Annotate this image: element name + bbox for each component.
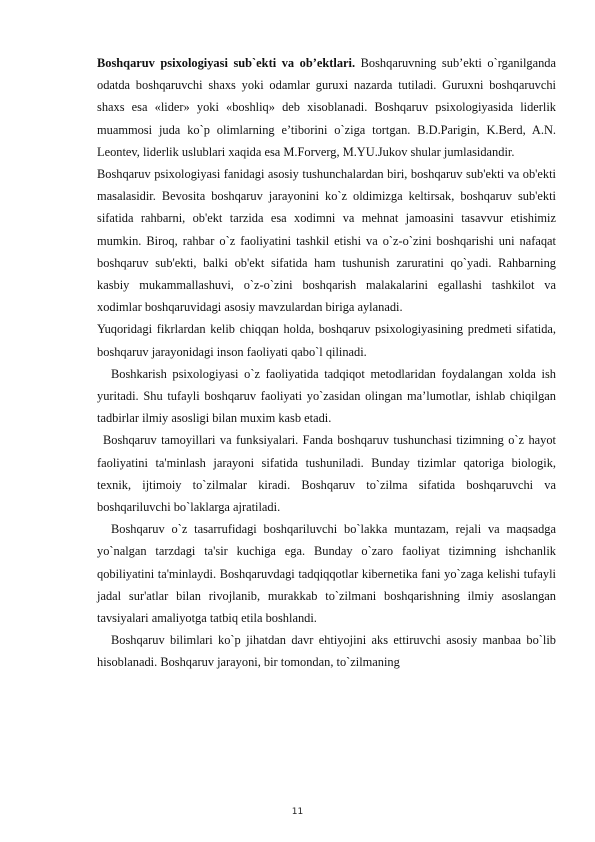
paragraph-research-methods [97,363,556,430]
section-heading: Boshqaruv psixologiyasi sub`ekti va ob’ektlari. [97,56,356,70]
paragraph-management-knowledge [97,629,556,673]
paragraph-core-concepts [97,163,556,318]
paragraph-text: Boshkarish psixologiyasi o`z faoliyatida tadqiqot metodlaridan foydalangan xolda ish yuritadi. Shu tufayli boshqaruv faoliyati yo`zasidan olingan ma’lumotlar, ishlab chiqilgan tadbirlar ilmiy asosligi bilan muxim kasb etadi. [97,366,556,426]
paragraph-text: Boshqaruvning sub’ekti o`rganilganda odatda boshqaruvchi shaxs yoki odamlar guruxi nazarda tutiladi. Guruxni boshqaruvchi shaxs esa «lider» yoki «boshliq» deb xisoblanadi. Boshqaruv psixologiyasida liderlik muammosi juda ko`p olimlarning e’tiborini o`ziga tortgan. B.D.Parigin, K.Berd, A.N. Leontev, liderlik uslublari xaqida esa M.Forverg, M.YU.Jukov shular jumlasidandir. [97,56,556,159]
paragraph-subject-matter [97,318,556,362]
document-page [97,52,556,674]
page-number: 11 [291,807,304,817]
paragraph-text: Boshqaruv tamoyillari va funksiyalari. Fanda boshqaruv tushunchasi tizimning o`z hayot faoliyatini ta'minlash jarayoni sifatida tushuniladi. Bunday tizimlar qatoriga biologik, texnik, ijtimoiy to`zilmalar kiradi. Boshqaruv to`zilma sifatida boshqaruvchi va boshqariluvchi bo`laklarga ajratiladi. [97,433,556,515]
paragraph-management-influence [97,518,556,629]
paragraph-text: Yuqoridagi fikrlardan kelib chiqqan holda, boshqaruv psixologiyasining predmeti sifatida, boshqaruv jarayonidagi inson faoliyati qabo`l qilinadi. [97,322,556,359]
paragraph-text: Boshqaruv o`z tasarrufidagi boshqariluvchi bo`lakka muntazam, rejali va maqsadga yo`nalgan tarzdagi ta'sir kuchiga ega. Bunday o`zaro faoliyat tizimning ishchanlik qobiliyatini ta'minlaydi. Boshqaruvdagi tadqiqqotlar kibernetika fani yo`zaga kelishi tufayli jadal sur'atlar bilan rivojlanib, murakkab to`zilmani boshqarishning ilmiy asoslangan tavsiyalari amaliyotga tatbiq etila boshlandi. [97,522,556,626]
paragraph-text: Boshqaruv psixologiyasi fanidagi asosiy tushunchalardan biri, boshqaruv sub'ekti va ob'ekti masalasidir. Bevosita boshqaruv jarayonini ko`z oldimizga keltirsak, boshqaruv sub'ekti sifatida rahbarni, ob'ekt tarzida esa xodimni va mehnat jamoasini tasavvur etishimiz mumkin. Biroq, rahbar o`z faoliyatini tashkil etishi va o`z-o`zini boshqarishi uni nafaqat boshqaruv sub'ekti, balki ob'ekt sifatida ham tushunish zaruratini qo`yadi. Rahbarning kasbiy mukammallashuvi, o`z-o`zini boshqarish malakalarini egallashi tashkilot va xodimlar boshqaruvidagi asosiy mavzulardan biriga aylanadi. [97,167,556,315]
paragraph-principles-functions [97,429,556,518]
paragraph-subject-object [97,52,556,163]
paragraph-text: Boshqaruv bilimlari ko`p jihatdan davr ehtiyojini aks ettiruvchi asosiy manbaa bo`lib hisoblanadi. Boshqaruv jarayoni, bir tomondan, to`zilmaning [97,633,556,670]
